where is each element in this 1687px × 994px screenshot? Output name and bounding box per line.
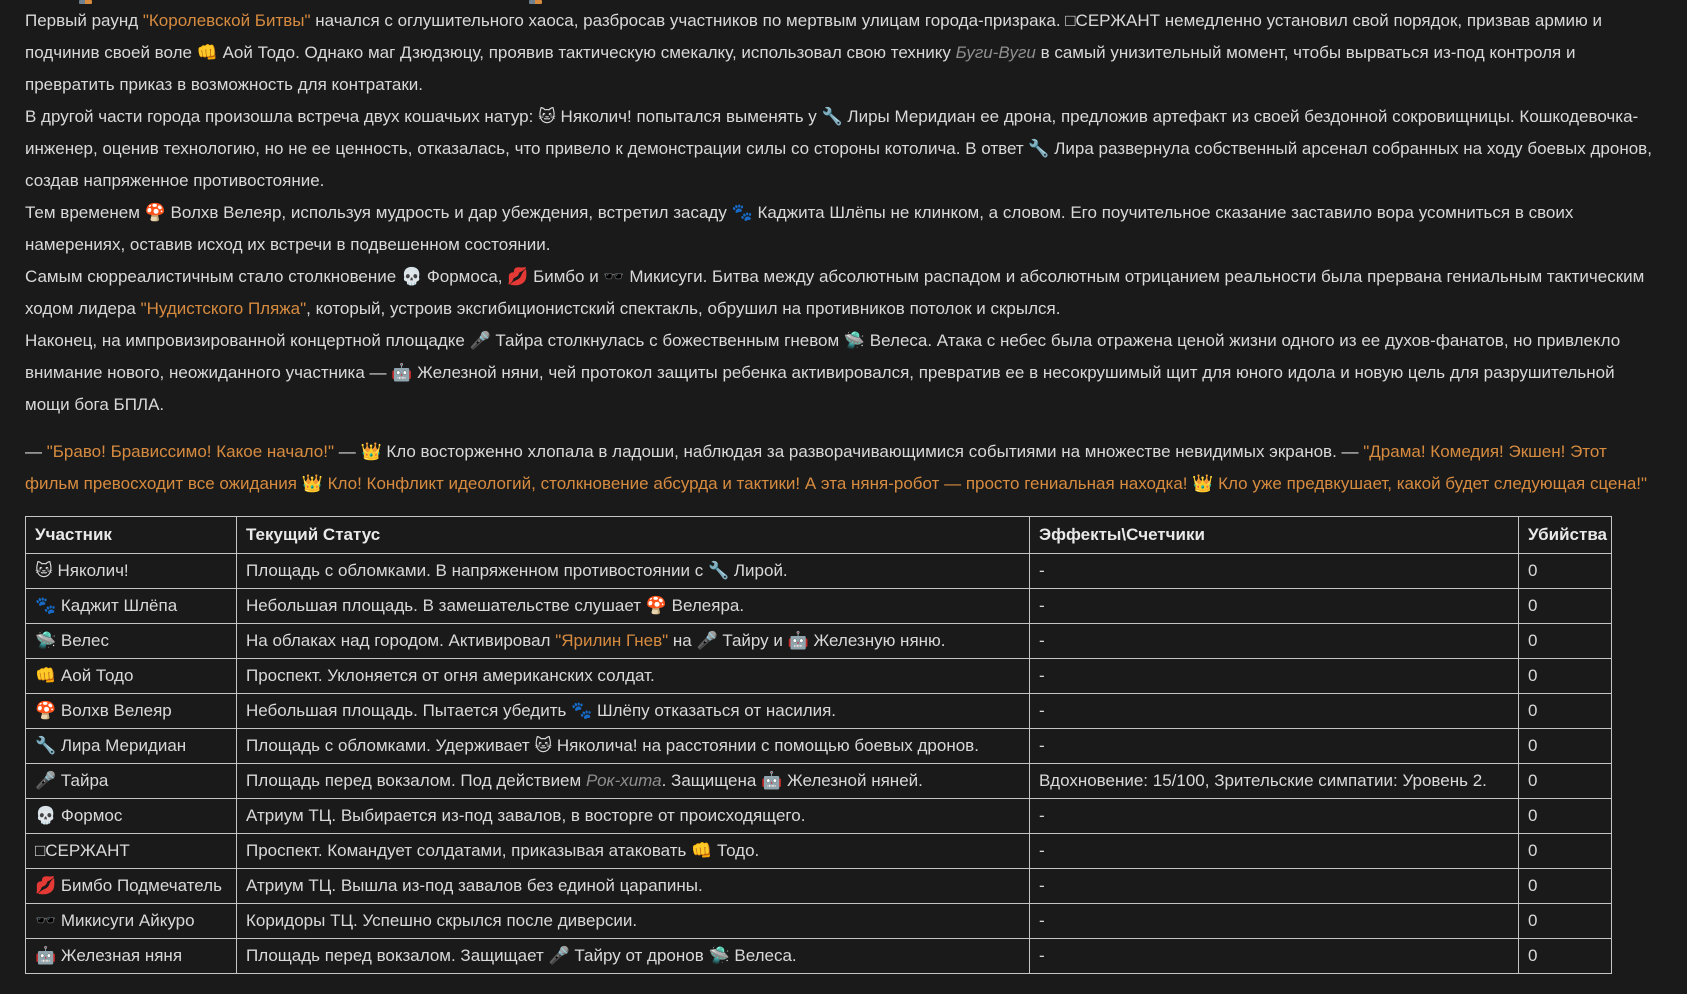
flying-saucer-icon: 🛸 [35, 631, 57, 650]
kills-cell: 0 [1519, 834, 1612, 869]
kills-cell: 0 [1519, 554, 1612, 589]
effects-cell: - [1030, 589, 1519, 624]
narrative [25, 5, 1661, 500]
text-run: Микисуги. Битва между абсолютным распадом и абсолютным отрицанием реальности была прервана гениальным тактическим ходом лидера [25, 267, 1645, 318]
effects-cell: - [1030, 939, 1519, 974]
participant-cell [26, 799, 237, 834]
quoted-text: Кло! Конфликт идеологий, столкновение абсурда и тактики! А эта няня-робот — просто гениальная находка! [322, 474, 1193, 493]
text-run: Железной няни, чей протокол защиты ребенка активировался, превратив ее в несокрушимый щит для юного идола и новую цель для разрушительной мощи бога БПЛА. [25, 363, 1615, 414]
paw-prints-icon: 🐾 [731, 203, 753, 222]
kills-cell: 0 [1519, 869, 1612, 904]
column-header: Участник [26, 517, 237, 554]
text-run: Площадь перед вокзалом. Защищает [246, 946, 549, 965]
participant-cell [26, 904, 237, 939]
robot-icon: 🤖 [391, 363, 413, 382]
text-run: Тайру от дронов [569, 946, 709, 965]
text-run: Небольшая площадь. Пытается убедить [246, 701, 572, 720]
text-run: Коридоры ТЦ. Успешно скрылся после диверсии. [246, 911, 638, 930]
text-run: Аой Тодо [56, 666, 134, 685]
skull-icon: 💀 [400, 267, 423, 286]
text-run: Лирой. [729, 561, 788, 580]
participant-cell [26, 659, 237, 694]
text-run: Небольшая площадь. В замешательстве слушает [246, 596, 646, 615]
table-row [26, 659, 1612, 694]
text-run: Атриум ТЦ. Выбирается из-под завалов, в восторге от происходящего. [246, 806, 806, 825]
text-run: Волхв Велеяр [56, 701, 172, 720]
quoted-text: "Нудистского Пляжа" [140, 299, 307, 318]
flying-saucer-icon: 🛸 [843, 331, 866, 350]
effects-cell: - [1030, 624, 1519, 659]
text-run: Каджита Шлёпы не клинком, а словом. Его поучительное сказание заставило вора усомниться в своих намерениях, оставив исход их встречи в подвешенном состоянии. [25, 203, 1574, 254]
narrative-paragraph [25, 197, 1661, 261]
robot-icon: 🤖 [787, 631, 809, 650]
wrench-icon: 🔧 [1028, 139, 1050, 158]
text-run: Бимбо и [528, 267, 604, 286]
quoted-text: "Ярилин Гнев" [555, 631, 669, 650]
cat-face-icon: 🐱 [534, 736, 553, 755]
kills-cell: 0 [1519, 624, 1612, 659]
text-run: Бимбо Подмечатель [56, 876, 222, 895]
participant-cell [26, 589, 237, 624]
status-cell [237, 904, 1030, 939]
quoted-text: Кло уже предвкушает, какой будет следующая сцена!" [1213, 474, 1648, 493]
clipped-line-fragment [79, 0, 92, 4]
effects-cell: - [1030, 799, 1519, 834]
text-run: Площадь с обломками. В напряженном противостоянии с [246, 561, 708, 580]
quoted-text: "Браво! Брависсимо! Какое начало!" [46, 442, 334, 461]
participant-cell [26, 869, 237, 904]
text-run: Лира Меридиан [56, 736, 187, 755]
table-row [26, 729, 1612, 764]
text-run: в самый унизительный момент, чтобы вырваться из-под контроля и превратить приказ в возможность для контратаки. [25, 43, 1576, 94]
text-run: Тодо. [712, 841, 760, 860]
status-cell [237, 729, 1030, 764]
status-cell [237, 624, 1030, 659]
wrench-icon: 🔧 [707, 561, 730, 580]
text-run: В другой части города произошла встреча двух кошачьих натур: [25, 107, 539, 126]
text-run: Площадь с обломками. Удерживает [246, 736, 535, 755]
microphone-icon: 🎤 [548, 946, 570, 965]
table-row [26, 834, 1612, 869]
participant-cell [26, 834, 237, 869]
text-run: Тайра [56, 771, 109, 790]
text-run: Няколича! на расстоянии с помощью боевых дронов. [552, 736, 979, 755]
effects-cell: - [1030, 904, 1519, 939]
text-run: □СЕРЖАНТ [35, 841, 130, 860]
kiss-mark-icon: 💋 [35, 876, 57, 895]
status-cell [237, 799, 1030, 834]
kills-cell: 0 [1519, 939, 1612, 974]
table-row [26, 554, 1612, 589]
text-run: Велес [56, 631, 109, 650]
sunglasses-icon: 🕶️ [603, 267, 625, 286]
text-run: Железной няней. [782, 771, 923, 790]
participant-cell [26, 554, 237, 589]
text-run: Каджит Шлёпа [56, 596, 178, 615]
status-cell [237, 834, 1030, 869]
column-header: Эффекты\Счетчики [1030, 517, 1519, 554]
table-row [26, 589, 1612, 624]
status-cell [237, 869, 1030, 904]
text-run: Няколич! попытался выменять у [555, 107, 822, 126]
effects-cell: - [1030, 694, 1519, 729]
cat-face-icon: 🐱 [538, 107, 556, 126]
text-run: Первый раунд [25, 11, 143, 30]
column-header: Убийства [1519, 517, 1612, 554]
effects-cell: - [1030, 659, 1519, 694]
status-cell [237, 939, 1030, 974]
skull-icon: 💀 [35, 806, 57, 825]
effects-cell: - [1030, 869, 1519, 904]
table-row [26, 904, 1612, 939]
table-row [26, 869, 1612, 904]
participant-cell [26, 694, 237, 729]
table-row [26, 939, 1612, 974]
text-run: , который, устроив эксгибиционистский спектакль, обрушил на противников потолок и скрылся. [306, 299, 1061, 318]
text-run: Формос [56, 806, 123, 825]
crown-icon: 👑 [360, 442, 382, 461]
fist-icon: 👊 [691, 841, 713, 860]
mushroom-icon: 🍄 [144, 203, 166, 222]
kills-cell: 0 [1519, 659, 1612, 694]
kills-cell: 0 [1519, 764, 1612, 799]
robot-icon: 🤖 [761, 771, 783, 790]
microphone-icon: 🎤 [35, 771, 57, 790]
text-run: Наконец, на импровизированной концертной площадке [25, 331, 470, 350]
participant-cell [26, 764, 237, 799]
text-run: Тайра столкнулась с божественным гневом [490, 331, 844, 350]
effects-cell: - [1030, 834, 1519, 869]
robot-icon: 🤖 [35, 946, 57, 965]
text-run: Формоса, [422, 267, 508, 286]
text-run: Железная няня [56, 946, 183, 965]
text-run: Лира развернула собственный арсенал собранных на ходу боевых дронов, создав напряженное противостояние. [25, 139, 1652, 190]
dialogue-paragraph [25, 436, 1661, 500]
wrench-icon: 🔧 [821, 107, 843, 126]
table-row [26, 694, 1612, 729]
mushroom-icon: 🍄 [35, 701, 57, 720]
text-run: начался с оглушительного хаоса, разбросав участников по мертвым улицам города-призрака. □СЕРЖАНТ немедленно установил свой порядок, призвав армию и подчинив своей воле [25, 11, 1602, 62]
text-run: Микисуги Айкуро [56, 911, 195, 930]
text-run: Железную няню. [808, 631, 946, 650]
text-run: Тайру и [717, 631, 788, 650]
text-run: Проспект. Уклоняется от огня американских солдат. [246, 666, 655, 685]
narrative-paragraph [25, 101, 1661, 197]
narrative-paragraph [25, 5, 1661, 101]
narrative-paragraph [25, 261, 1661, 325]
text-run: Тем временем [25, 203, 145, 222]
table-header-row [26, 517, 1612, 554]
effects-cell: - [1030, 554, 1519, 589]
text-run: Лиры Меридиан ее дрона, предложив артефакт из своей бездонной сокровищницы. Кошкодевочка-инженер, оценив технологию, но не ее ценность, отказалась, что привело к демонстрации силы со стороны котолича. В ответ [25, 107, 1639, 158]
table-row [26, 799, 1612, 834]
text-run: Кло восторженно хлопала в ладоши, наблюдая за разворачивающимися событиями на множестве невидимых экранов. — [381, 442, 1364, 461]
paw-prints-icon: 🐾 [35, 596, 57, 615]
paw-prints-icon: 🐾 [571, 701, 593, 720]
quoted-text: "Драма! Комедия! Экшен! Этот фильм превосходит все ожидания [25, 442, 1607, 493]
status-cell [237, 589, 1030, 624]
effects-cell: - [1030, 729, 1519, 764]
flying-saucer-icon: 🛸 [708, 946, 730, 965]
status-cell [237, 694, 1030, 729]
text-run: Проспект. Командует солдатами, приказывая атаковать [246, 841, 692, 860]
status-cell [237, 764, 1030, 799]
mushroom-icon: 🍄 [645, 596, 667, 615]
wrench-icon: 🔧 [35, 736, 57, 755]
text-run: на [668, 631, 697, 650]
table-row [26, 764, 1612, 799]
text-run: Шлёпу отказаться от насилия. [592, 701, 837, 720]
kills-cell: 0 [1519, 729, 1612, 764]
participant-cell [26, 729, 237, 764]
table-row [26, 624, 1612, 659]
text-run: Площадь перед вокзалом. Под действием [246, 771, 586, 790]
text-run: Волхв Велеяр, используя мудрость и дар убеждения, встретил засаду [165, 203, 732, 222]
italic-term: Рок-хита [585, 771, 662, 790]
text-run: — [333, 442, 361, 461]
italic-term: Буги-Вуги [955, 43, 1036, 62]
text-run: Велеса. [729, 946, 797, 965]
column-header: Текущий Статус [237, 517, 1030, 554]
effects-cell: Вдохновение: 15/100, Зрительские симпатии: Уровень 2. [1030, 764, 1519, 799]
sunglasses-icon: 🕶️ [35, 911, 57, 930]
kills-cell: 0 [1519, 694, 1612, 729]
text-run: — [25, 442, 47, 461]
text-run: Няколич! [52, 561, 129, 580]
crown-icon: 👑 [1192, 474, 1214, 493]
microphone-icon: 🎤 [696, 631, 718, 650]
text-run: Аой Тодо. Однако маг Дзюдзюцу, проявив тактическую смекалку, использовал свою технику [217, 43, 956, 62]
fist-icon: 👊 [35, 666, 57, 685]
text-run: Атриум ТЦ. Вышла из-под завалов без единой царапины. [246, 876, 703, 895]
text-run: Самым сюрреалистичным стало столкновение [25, 267, 401, 286]
kills-cell: 0 [1519, 904, 1612, 939]
kills-cell: 0 [1519, 589, 1612, 624]
quoted-text: "Королевской Битвы" [142, 11, 311, 30]
text-run: . Защищена [661, 771, 762, 790]
participant-cell [26, 624, 237, 659]
crown-icon: 👑 [301, 474, 323, 493]
narrative-paragraph [25, 325, 1661, 421]
participant-cell [26, 939, 237, 974]
participants-table [25, 516, 1612, 974]
text-run: Велеяра. [666, 596, 745, 615]
text-run: Велеса. Атака с небес была отражена ценой жизни одного из ее духов-фанатов, но привлекло внимание нового, неожиданного участника — [25, 331, 1621, 382]
fist-icon: 👊 [196, 43, 218, 62]
text-run: На облаках над городом. Активировал [246, 631, 556, 650]
status-cell [237, 659, 1030, 694]
clipped-line-fragment [529, 0, 542, 4]
kills-cell: 0 [1519, 799, 1612, 834]
cat-face-icon: 🐱 [35, 561, 53, 580]
kiss-mark-icon: 💋 [507, 267, 529, 286]
status-cell [237, 554, 1030, 589]
microphone-icon: 🎤 [469, 331, 491, 350]
